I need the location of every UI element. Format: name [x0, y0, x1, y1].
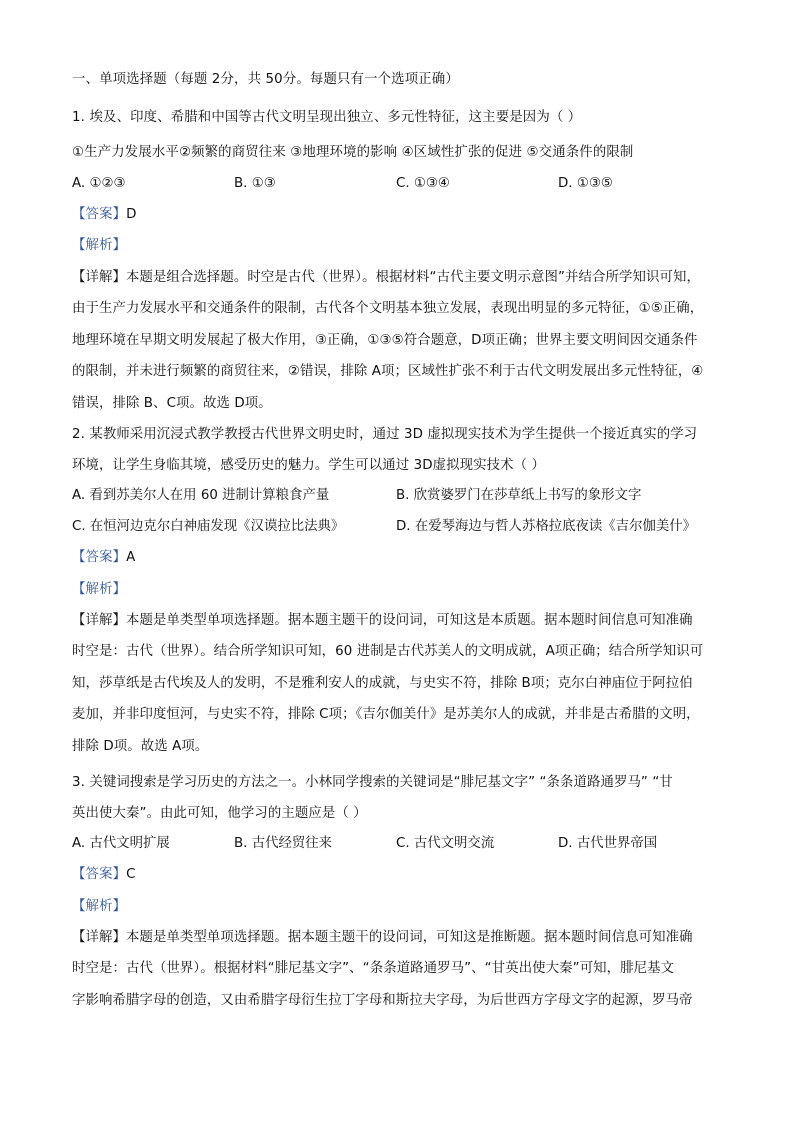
section-heading: 一、单项选择题（每题 2分，共 50分。每题只有一个选项正确） [72, 72, 459, 87]
q3-detail-line: 【详解】本题是单类型单项选择题。据本题主题干的设问词，可知这是推断题。据本题时间信息可知准确 [72, 930, 693, 945]
q1-option-b: B. ①③ [234, 176, 276, 191]
q3-option-a: A. 古代文明扩展 [72, 836, 170, 851]
q2-stem-line: 2. 某教师采用沉浸式教学教授古代世界文明史时，通过 3D 虚拟现实技术为学生提供一个接近真实的学习 [72, 427, 698, 442]
q3-analysis-label [72, 897, 126, 917]
q1-analysis-label [72, 236, 126, 256]
q1-analysis-label-text: 【解析】 [72, 238, 127, 253]
q1-detail-line: 地理环境在早期文明发展起了极大作用，③正确，①③⑤符合题意，D项正确；世界主要文明间因交通条件 [72, 332, 698, 348]
q1-answer [72, 205, 137, 225]
q2-option-d: D. 在爱琴海边与哲人苏格拉底夜读《吉尔伽美什》 [396, 519, 697, 534]
q2-detail [72, 605, 722, 762]
q2-detail-line: 排除 D项。故选 A项。 [72, 738, 209, 754]
q3-option-c: C. 古代文明交流 [396, 836, 495, 851]
q2-option-b: B. 欣赏婆罗门在莎草纸上书写的象形文字 [396, 488, 642, 503]
q3-answer-label: 【答案】 [72, 867, 127, 882]
q1-detail-line: 的限制，并未进行频繁的商贸往来，②错误，排除 A项；区域性扩张不利于古代文明发展出多元性特征，④ [72, 364, 704, 380]
q2-answer-label: 【答案】 [72, 550, 127, 565]
q3-analysis-label-text: 【解析】 [72, 899, 127, 914]
q1-detail-line: 由于生产力发展水平和交通条件的限制，古代各个文明基本独立发展，表现出明显的多元特征，①⑤正确， [72, 301, 704, 317]
q3-stem-line: 3. 关键词搜索是学习历史的方法之一。小林同学搜索的关键词是“腓尼基文字” “条条道路通罗马” “甘 [72, 775, 673, 790]
q1-answer-label: 【答案】 [72, 207, 127, 222]
q1-stem: 1. 埃及、印度、希腊和中国等古代文明呈现出独立、多元性特征，这主要是因为（ ） [72, 110, 582, 125]
q2-option-c: C. 在恒河边克尔白神庙发现《汉谟拉比法典》 [72, 519, 345, 534]
q2-detail-line: 【详解】本题是单类型单项选择题。据本题主题干的设问词，可知这是本质题。据本题时间信息可知准确 [72, 613, 693, 628]
q2-analysis-label-text: 【解析】 [72, 582, 127, 597]
q3-answer [72, 865, 136, 885]
q2-detail-line: 时空是：古代（世界）。结合所学知识可知，60 进制是古代苏美人的文明成就，A项正确；结合所学知识可 [72, 644, 704, 660]
q1-option-d: D. ①③⑤ [558, 176, 613, 191]
q1-option-c: C. ①③④ [396, 176, 450, 191]
q2-answer [72, 548, 135, 568]
q2-stem-line: 环境，让学生身临其境，感受历史的魅力。学生可以通过 3D虚拟现实技术（ ） [72, 458, 545, 474]
q3-option-d: D. 古代世界帝国 [558, 836, 658, 851]
q3-stem [72, 767, 722, 830]
q3-stem-line: 英出使大秦”。由此可知，他学习的主题应是（ ） [72, 806, 367, 822]
q2-analysis-label [72, 580, 126, 600]
q2-answer-value: A [126, 550, 136, 565]
q1-factors: ①生产力发展水平②频繁的商贸往来 ③地理环境的影响 ④区域性扩张的促进 ⑤交通条件的限制 [72, 145, 634, 160]
q2-detail-line: 知，莎草纸是古代埃及人的发明，不是雅利安人的成就，与史实不符，排除 B项；克尔白神庙位于阿拉伯 [72, 675, 693, 691]
q2-detail-line: 麦加，并非印度恒河，与史实不符，排除 C项；《吉尔伽美什》是苏美尔人的成就，并非是古希腊的文明， [72, 707, 700, 723]
q3-answer-value: C [126, 867, 136, 882]
q3-detail [72, 922, 722, 1016]
q3-detail-line: 时空是：古代（世界）。根据材料“腓尼基文字”、“条条道路通罗马”、“甘英出使大秦”可知，腓尼基文 [72, 961, 675, 977]
q1-detail-line: 【详解】本题是组合选择题。时空是古代（世界）。根据材料“古代主要文明示意图”并结合所学知识可知， [72, 270, 700, 285]
q1-answer-value: D [126, 207, 137, 222]
q2-stem [72, 419, 722, 482]
q1-option-a: A. ①②③ [72, 176, 126, 191]
q2-option-a: A. 看到苏美尔人在用 60 进制计算粮食产量 [72, 488, 330, 503]
q3-option-b: B. 古代经贸往来 [234, 836, 333, 851]
q1-detail [72, 262, 722, 419]
q3-detail-line: 字影响希腊字母的创造，又由希腊字母衍生拉丁字母和斯拉夫字母，为后世西方字母文字的起源，罗马帝 [72, 992, 693, 1008]
q1-detail-line: 错误，排除 B、C项。故选 D项。 [72, 395, 272, 411]
